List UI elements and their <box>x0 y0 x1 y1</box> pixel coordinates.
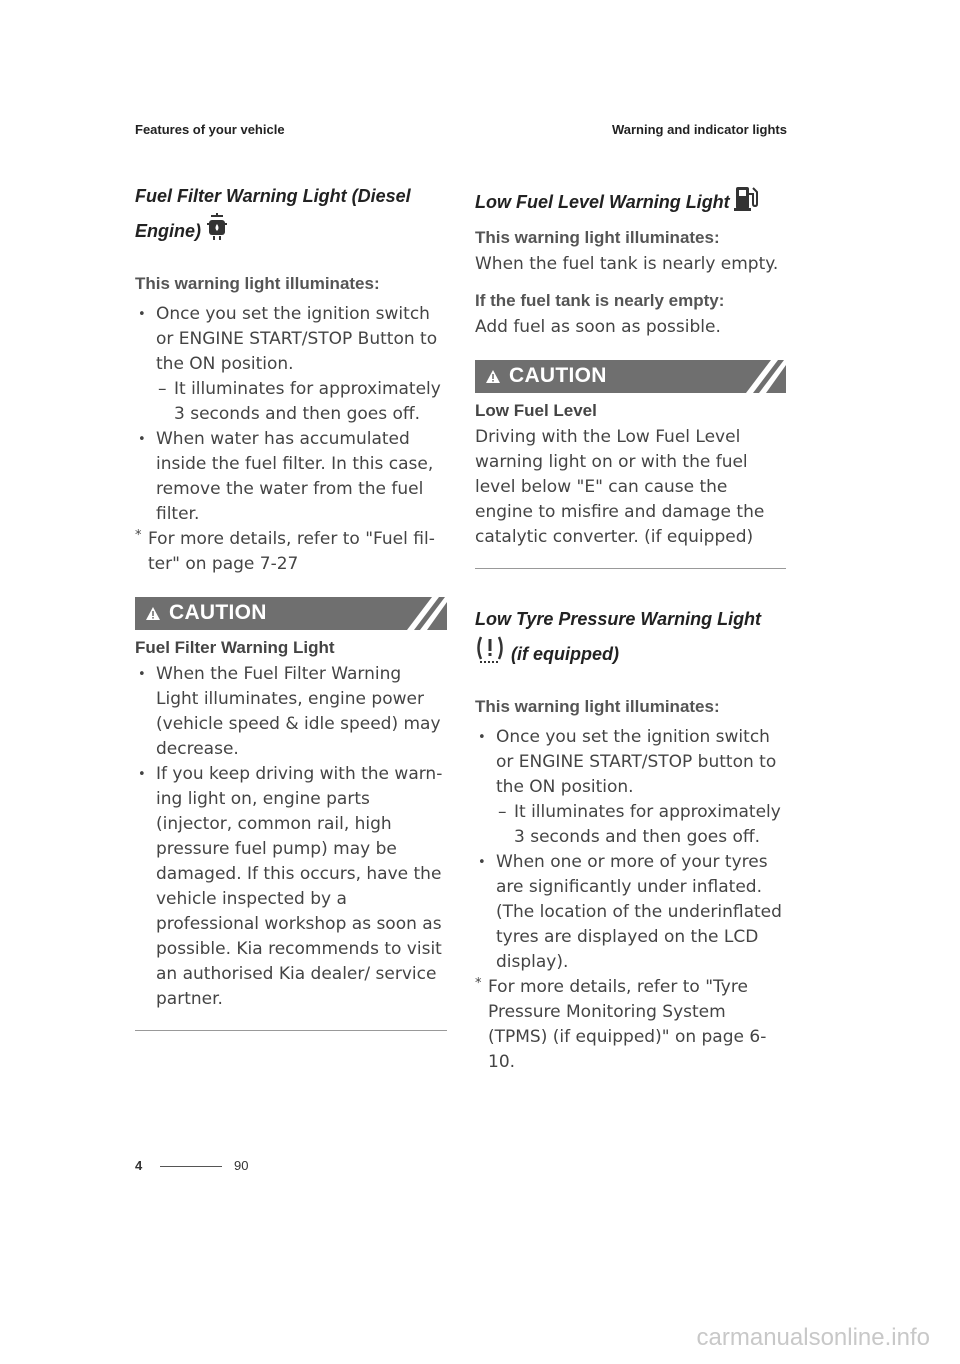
caution-stripes <box>387 597 447 630</box>
heading-line-2: Engine) <box>135 220 201 241</box>
footer-page-number: 90 <box>234 1158 249 1173</box>
tyre-bullets <box>475 725 786 975</box>
list-item <box>475 725 786 850</box>
bullet-text: If you keep driving with the warn-ing light on, engine parts (injector, common rail, high pressure fuel pump) may be damaged. If this occurs, have the vehicle inspected by a professional workshop as soon as possible. Kia recommends to visit an authorised Kia dealer/ service partner. <box>156 764 443 1009</box>
note-text: For more details, refer to "Fuel fil-ter" on page 7-27 <box>148 529 435 574</box>
section-divider <box>135 1030 447 1031</box>
illuminates-subhead: This warning light illuminates: <box>135 274 380 293</box>
bullet-text: When one or more of your tyres are significantly under inflated. (The location of the underinflated tyres are displayed on the LCD display). <box>496 852 782 972</box>
right-column <box>475 180 786 1075</box>
condition-text: When the fuel tank is nearly empty. <box>475 254 779 274</box>
warning-triangle-icon <box>485 369 501 384</box>
fuel-filter-icon <box>204 212 230 252</box>
bullet-text: Once you set the ignition switch or ENGINE START/STOP button to the ON position. <box>496 727 777 797</box>
sub-item: – It illuminates for approximately 3 seconds and then goes off. <box>158 379 441 424</box>
note-text: For more details, refer to "Tyre Pressure Monitoring System (TPMS) (if equipped)" on page 6-10. <box>488 977 767 1072</box>
fuel-filter-heading <box>135 180 447 252</box>
reference-note: * For more details, refer to "Fuel fil-ter" on page 7-27 <box>135 528 435 574</box>
caution-label: CAUTION <box>509 364 607 387</box>
caution-title: Fuel Filter Warning Light <box>135 638 335 657</box>
bullet-text: Once you set the ignition switch or ENGINE START/STOP Button to the ON position. <box>156 304 438 374</box>
heading-line-1: Fuel Filter Warning Light (Diesel <box>135 186 411 206</box>
list-item <box>135 427 447 527</box>
reference-note: * For more details, refer to "Tyre Pressure Monitoring System (TPMS) (if equipped)" on page 6-10. <box>475 976 767 1072</box>
footer-rule <box>160 1166 222 1167</box>
watermark: carmanualsonline.info <box>696 1324 930 1351</box>
low-fuel-heading <box>475 184 786 222</box>
list-item <box>135 762 447 1012</box>
caution-stripes <box>726 360 786 393</box>
page-header <box>135 120 787 142</box>
caution-banner <box>135 597 447 630</box>
illuminates-subhead: This warning light illuminates: <box>475 228 720 247</box>
caution-title: Low Fuel Level <box>475 401 597 420</box>
heading-line-1: Low Tyre Pressure Warning Light <box>475 609 762 629</box>
fuel-filter-bullets <box>135 302 447 527</box>
sub-item-text: It illuminates for approximately 3 seconds and then goes off. <box>174 379 441 424</box>
bullet-text: When the Fuel Filter Warning Light illuminates, engine power (vehicle speed & idle speed) may decrease. <box>156 664 441 759</box>
heading-line-2: (if equipped) <box>511 643 619 664</box>
caution-banner <box>475 360 786 393</box>
action-text: Add fuel as soon as possible. <box>475 317 721 337</box>
tyre-pressure-icon <box>475 635 505 675</box>
footer-chapter-number: 4 <box>135 1158 143 1173</box>
list-item <box>135 662 447 762</box>
bullet-text: When water has accumulated inside the fuel filter. In this case, remove the water from the fuel filter. <box>156 429 434 524</box>
caution-text: Driving with the Low Fuel Level warning light on or with the fuel level below "E" can cause the engine to misfire and damage the catalytic converter. (if equipped) <box>475 427 765 547</box>
caution-bullets <box>135 662 447 1012</box>
heading-text: Low Fuel Level Warning Light <box>475 191 730 212</box>
tyre-pressure-heading <box>475 603 786 675</box>
fuel-pump-icon <box>733 184 759 222</box>
list-item <box>475 850 786 975</box>
header-chapter-title: Features of your vehicle <box>135 122 285 137</box>
header-section-title: Warning and indicator lights <box>611 122 787 137</box>
left-column <box>135 180 447 1031</box>
illuminates-subhead: This warning light illuminates: <box>475 697 720 716</box>
list-item <box>135 302 447 427</box>
sub-item: – It illuminates for approximately 3 seconds and then goes off. <box>498 802 781 847</box>
caution-label: CAUTION <box>169 601 267 624</box>
sub-item-text: It illuminates for approximately 3 seconds and then goes off. <box>514 802 781 847</box>
nearly-empty-subhead: If the fuel tank is nearly empty: <box>475 291 725 310</box>
warning-triangle-icon <box>145 606 161 621</box>
